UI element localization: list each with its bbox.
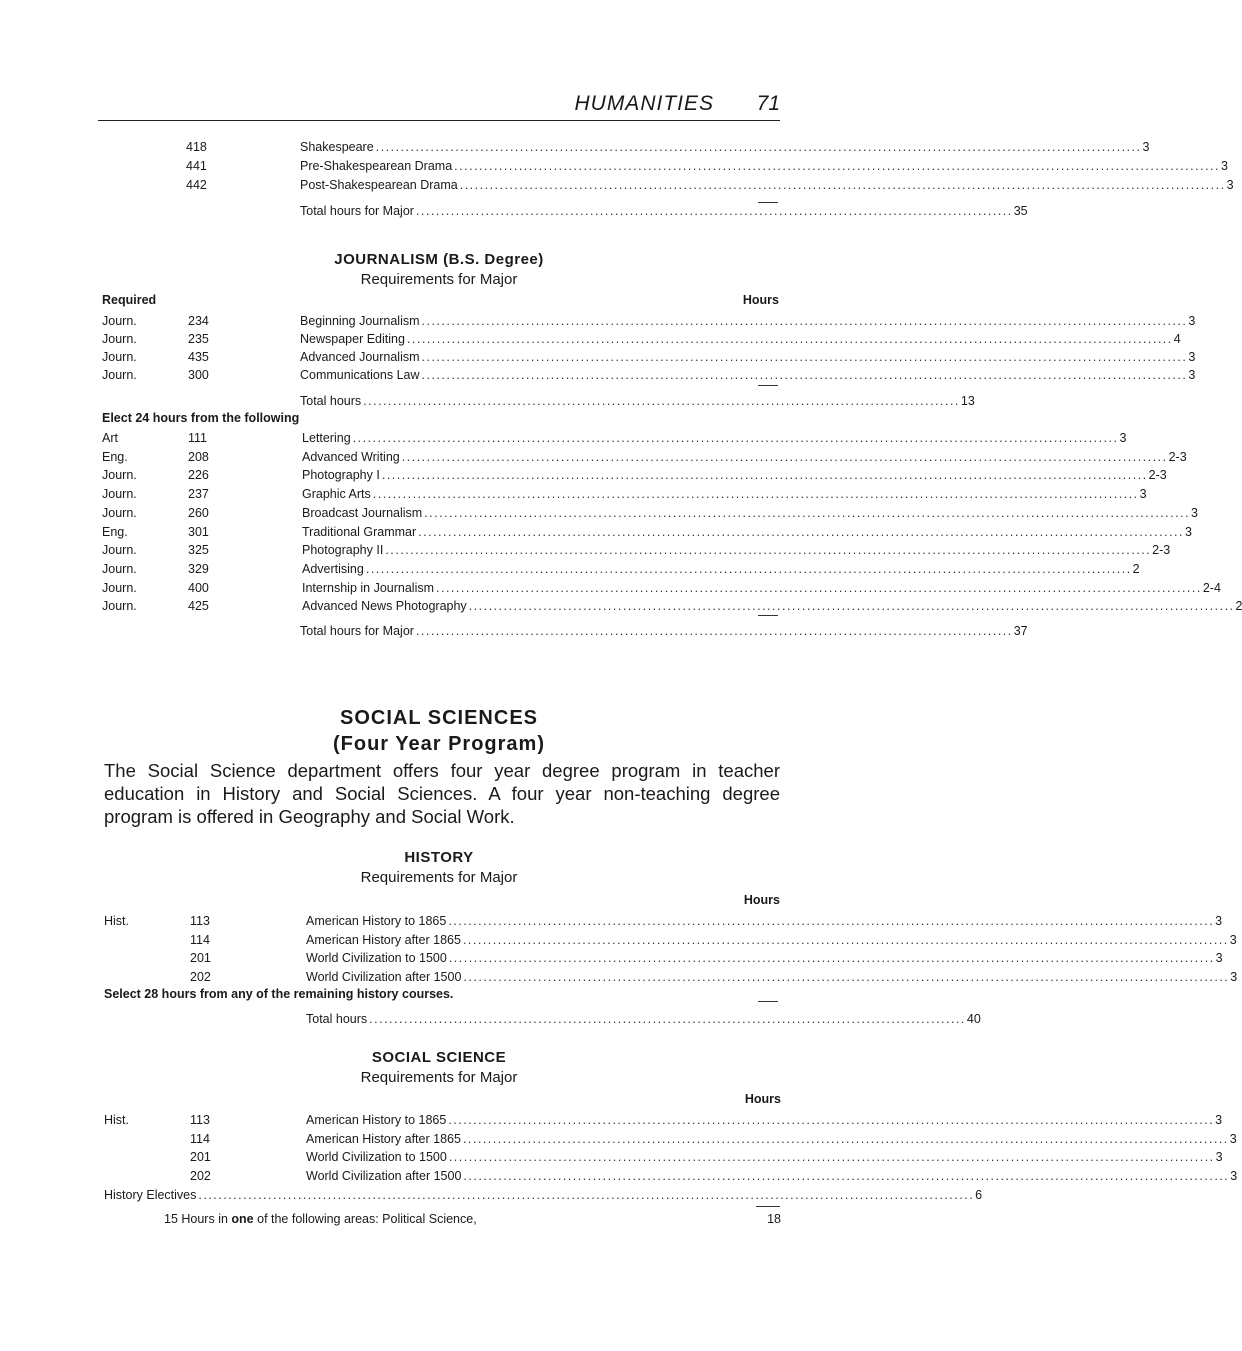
course-dept: Journ.	[102, 561, 137, 576]
course-hours: 2-3	[1148, 468, 1167, 483]
social-science-subtitle: Requirements for Major	[360, 1069, 518, 1086]
course-hours: 3	[1184, 524, 1192, 539]
course-row: 201 World Civilization to 1500 .......................................................................................................................................................... 3	[190, 1150, 1223, 1164]
course-dept: Journ.	[102, 599, 137, 614]
course-number: 425	[188, 599, 209, 614]
history-total: Total hours ........................................................................................................................ 40	[306, 1012, 981, 1026]
course-number: 114	[190, 932, 210, 947]
social-sciences-subtitle: (Four Year Program)	[332, 733, 546, 755]
course-name: Post-Shakespearean Drama	[300, 178, 458, 192]
course-hours: 3	[1229, 1131, 1237, 1146]
course-row: 418 Shakespeare .......................................................................................................................................................... 3	[186, 140, 1150, 154]
course-name: Newspaper Editing	[300, 332, 405, 346]
course-row: Journ. 235 Newspaper Editing .......................................................................................................................................................... 4	[102, 332, 1181, 346]
course-row: Hist. 113 American History to 1865 .......................................................................................................................................................... 3	[104, 1113, 1223, 1127]
course-dept: Journ.	[102, 314, 137, 328]
course-dept: Journ.	[102, 505, 137, 520]
course-dept: Art	[102, 431, 118, 445]
course-name: World Civilization to 1500	[306, 1150, 447, 1164]
social-sciences-paragraph: The Social Science department offers four year degree program in teacher education in History and Social Sciences. A four year non-teaching degree program is offered in Geography and Social Work.	[104, 760, 780, 827]
course-number: 113	[190, 1113, 210, 1127]
course-dept: Journ.	[102, 543, 137, 558]
english-total: Total hours for Major ........................................................................................................................ 35	[300, 204, 1028, 218]
course-name: Internship in Journalism	[302, 580, 435, 595]
course-dept: Hist.	[104, 1113, 129, 1127]
course-hours: 3	[1215, 1150, 1223, 1164]
course-row: Journ. 234 Beginning Journalism .......................................................................................................................................................... 3	[102, 314, 1196, 328]
course-name: American History to 1865	[306, 1113, 447, 1127]
course-name: Communications Law	[300, 368, 420, 382]
course-hours: 3	[1226, 178, 1234, 192]
sum-line	[758, 385, 778, 386]
areas-note-hours: 18	[767, 1212, 781, 1226]
course-name: Advanced News Photography	[302, 599, 467, 614]
course-number: 201	[190, 951, 211, 965]
course-row: 202 World Civilization after 1500 .......................................................................................................................................................... 3	[190, 969, 1238, 984]
course-name: World Civilization after 1500	[306, 969, 462, 984]
course-hours: 4	[1173, 332, 1181, 346]
history-hours-label: Hours	[743, 893, 780, 907]
course-row: 114 American History after 1865 .......................................................................................................................................................... 3	[190, 1131, 1237, 1146]
course-dept: Eng.	[102, 524, 128, 539]
course-name: Broadcast Journalism	[302, 505, 423, 520]
course-number: 329	[188, 561, 209, 576]
course-dept: Journ.	[102, 468, 137, 483]
sum-line	[758, 1001, 778, 1002]
course-row: 202 World Civilization after 1500 .......................................................................................................................................................... 3	[190, 1168, 1238, 1183]
course-number: 111	[188, 431, 208, 445]
elect-label: Elect 24 hours from the following	[102, 411, 300, 425]
course-hours: 3	[1142, 140, 1150, 154]
course-row: Journ. 325 Photography II .......................................................................................................................................................... 2-3	[102, 543, 1171, 558]
course-name: Graphic Arts	[302, 487, 371, 502]
course-row: Hist. 113 American History to 1865 .......................................................................................................................................................... 3	[104, 914, 1223, 928]
social-sciences-title: SOCIAL SCIENCES	[340, 707, 538, 729]
course-name: World Civilization to 1500	[306, 951, 447, 965]
course-row: 442 Post-Shakespearean Drama .......................................................................................................................................................... 3	[186, 178, 1234, 192]
course-row: Art 111 Lettering .......................................................................................................................................................... 3	[102, 431, 1127, 445]
course-row: 441 Pre-Shakespearean Drama .......................................................................................................................................................... 3	[186, 159, 1228, 173]
course-number: 442	[186, 178, 207, 192]
course-number: 202	[190, 969, 211, 984]
course-hours: 2-4	[1202, 580, 1221, 595]
social-science-title: SOCIAL SCIENCE	[371, 1049, 507, 1066]
course-hours: 3	[1215, 1113, 1223, 1127]
sum-line	[756, 1206, 780, 1207]
course-hours: 3	[1215, 951, 1223, 965]
course-row: 114 American History after 1865 .......................................................................................................................................................... 3	[190, 932, 1237, 947]
course-name: World Civilization after 1500	[306, 1168, 462, 1183]
course-number: 235	[188, 332, 209, 346]
course-dept: Eng.	[102, 449, 128, 464]
course-hours: 3	[1230, 969, 1238, 984]
course-hours: 2	[1132, 561, 1140, 576]
header-rule	[98, 120, 780, 121]
course-row: Eng. 208 Advanced Writing .......................................................................................................................................................... 2-3	[102, 449, 1187, 464]
course-row: Journ. 260 Broadcast Journalism .......................................................................................................................................................... 3	[102, 505, 1198, 520]
course-number: 208	[188, 449, 209, 464]
course-name: Advertising	[302, 561, 364, 576]
course-row: 201 World Civilization to 1500 .......................................................................................................................................................... 3	[190, 951, 1223, 965]
course-name: Traditional Grammar	[302, 524, 417, 539]
course-name: Photography II	[302, 543, 384, 558]
course-name: Advanced Writing	[302, 449, 400, 464]
course-number: 202	[190, 1168, 211, 1183]
journalism-title: JOURNALISM (B.S. Degree)	[334, 251, 544, 268]
course-number: 234	[188, 314, 209, 328]
course-number: 400	[188, 580, 209, 595]
course-number: 201	[190, 1150, 211, 1164]
required-label: Required	[102, 293, 157, 307]
course-number: 114	[190, 1131, 210, 1146]
course-row: Journ. 435 Advanced Journalism .......................................................................................................................................................... 3	[102, 350, 1196, 364]
course-dept: Hist.	[104, 914, 129, 928]
course-number: 435	[188, 350, 209, 364]
course-hours: 3	[1119, 431, 1127, 445]
sum-line	[758, 615, 778, 616]
course-hours: 3	[1229, 932, 1237, 947]
course-name: Photography I	[302, 468, 380, 483]
course-dept: Journ.	[102, 332, 137, 346]
areas-note: 15 Hours in one of the following areas: Political Science,	[164, 1212, 477, 1226]
course-hours: 3	[1221, 159, 1228, 173]
course-dept: Journ.	[102, 487, 137, 502]
course-name: Beginning Journalism	[300, 314, 420, 328]
course-number: 260	[188, 505, 209, 520]
course-number: 226	[188, 468, 209, 483]
course-hours: 3	[1215, 914, 1223, 928]
course-number: 325	[188, 543, 209, 558]
course-row: Journ. 329 Advertising .......................................................................................................................................................... 2	[102, 561, 1140, 576]
history-select-label: Select 28 hours from any of the remaining history courses.	[104, 987, 454, 1001]
running-title: HUMANITIES	[574, 92, 714, 115]
course-row: Journ. 237 Graphic Arts .......................................................................................................................................................... 3	[102, 487, 1147, 502]
course-hours: 3	[1188, 314, 1196, 328]
course-number: 237	[188, 487, 209, 502]
course-dept: Journ.	[102, 580, 137, 595]
course-hours: 2-3	[1168, 449, 1187, 464]
course-name: Pre-Shakespearean Drama	[300, 159, 453, 173]
social-science-hours-label: Hours	[744, 1092, 781, 1106]
journalism-required-total: Total hours ........................................................................................................................ 13	[300, 394, 975, 408]
course-name: Shakespeare	[300, 140, 374, 154]
course-name: American History after 1865	[306, 932, 461, 947]
course-name: American History to 1865	[306, 914, 447, 928]
course-name: Lettering	[302, 431, 351, 445]
course-dept: Journ.	[102, 350, 137, 364]
history-subtitle: Requirements for Major	[360, 869, 518, 886]
course-hours: 2-3	[1152, 543, 1171, 558]
course-name: Advanced Journalism	[300, 350, 420, 364]
journalism-subtitle: Requirements for Major	[360, 271, 518, 288]
course-row: Journ. 226 Photography I .......................................................................................................................................................... 2-3	[102, 468, 1167, 483]
course-number: 113	[190, 914, 210, 928]
journalism-major-total: Total hours for Major ........................................................................................................................ 37	[300, 624, 1028, 638]
course-hours: 2	[1235, 599, 1242, 614]
course-hours: 3	[1230, 1168, 1238, 1183]
course-row: Journ. 400 Internship in Journalism .......................................................................................................................................................... 2-4	[102, 580, 1221, 595]
course-hours: 3	[1139, 487, 1147, 502]
page-header	[98, 88, 780, 116]
course-name: American History after 1865	[306, 1131, 461, 1146]
history-title: HISTORY	[404, 849, 474, 866]
course-row: Journ. 425 Advanced News Photography .......................................................................................................................................................... 2	[102, 599, 1242, 614]
course-number: 301	[188, 524, 209, 539]
page-number: 71	[756, 92, 780, 115]
course-number: 441	[186, 159, 207, 173]
history-electives-row: History Electives ............................................................................................................................................................ 6	[104, 1188, 983, 1202]
course-hours: 3	[1188, 368, 1196, 382]
course-row: Eng. 301 Traditional Grammar .......................................................................................................................................................... 3	[102, 524, 1192, 539]
course-number: 418	[186, 140, 207, 154]
course-hours: 3	[1188, 350, 1196, 364]
course-dept: Journ.	[102, 368, 137, 382]
hours-label: Hours	[742, 293, 779, 307]
course-number: 300	[188, 368, 209, 382]
course-row: Journ. 300 Communications Law .......................................................................................................................................................... 3	[102, 368, 1196, 382]
course-hours: 3	[1191, 505, 1198, 520]
